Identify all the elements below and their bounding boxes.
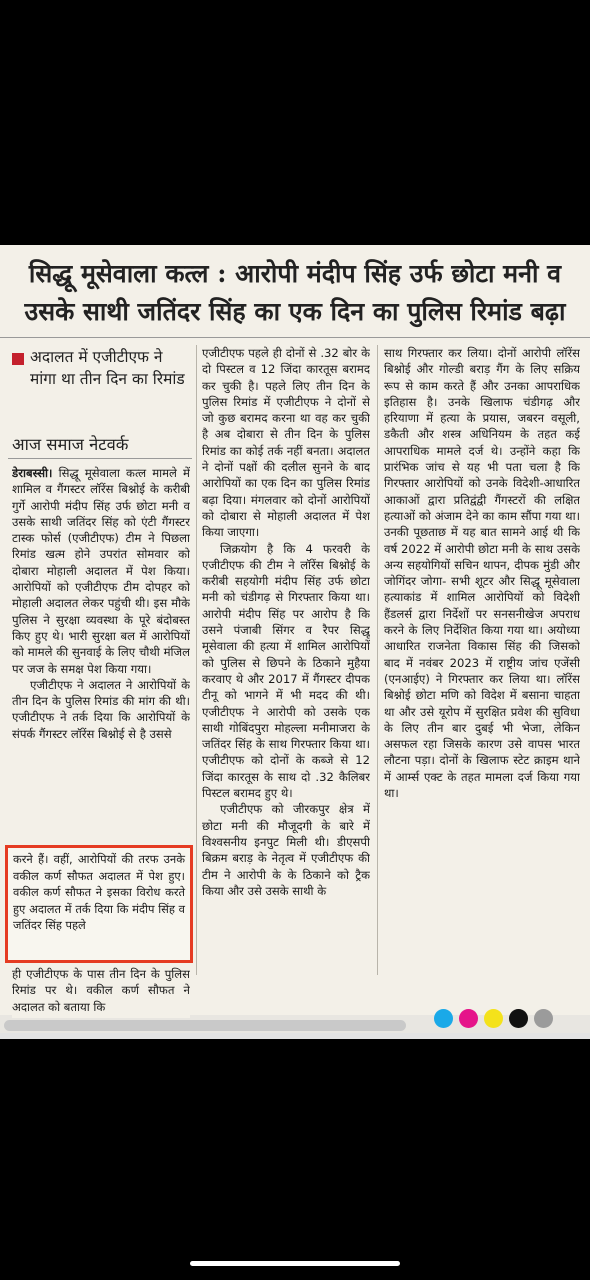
scrollbar-thumb[interactable]	[4, 1020, 406, 1031]
headline-line-2: उसके साथी जतिंदर सिंह का एक दिन का पुलिस रिमांड बढ़ा	[24, 297, 566, 326]
column-divider	[196, 345, 197, 975]
paragraph: एजीटीएफ ने अदालत ने आरोपियों के तीन दिन के पुलिस रिमांड की मांग की थी। एजीटीएफ ने तर्क दिया कि आरोपियों के संपर्क गैंगस्टर लॉरेंस बिश्नोई से है उससे	[12, 677, 190, 741]
gray-swatch-icon	[534, 1009, 553, 1028]
image-bottom-edge	[0, 1033, 590, 1039]
headline	[8, 255, 582, 331]
headline-line-1: सिद्धू मूसेवाला कत्ल : आरोपी मंदीप सिंह उर्फ छोटा मनी व	[28, 259, 562, 288]
paragraph: जिक्रयोग है कि 4 फरवरी के एजीटीएफ की टीम ने लॉरेंस बिश्नोई के करीबी सहयोगी मंदीप सिंह उर्फ छोटा मनी को चंडीगढ़ से गिरफ्तार किया था। आरोपी मंदीप सिंह पर आरोप है कि उसने पंजाबी सिंगर व रैपर सिद्धू मूसेवाला की हत्या में शामिल आरोपियों को पुलिस से छिपने के ठिकाने मुहैया करवाए थे और 2017 में गैंगस्टर दीपक टीनू को भागने में भी मदद की थी। एजीटीएफ ने आरोपी को उसके एक साथी गोबिंदपुरा मोहल्ला मनीमाजरा के जतिंदर सिंह के साथ गिरफ्तार किया था। एजीटीएफ को दोनों के कब्जे से 12 जिंदा कारतूस के साथ दो .32 कैलिबर पिस्टल बरामद हुए थे।	[202, 541, 370, 801]
article-column-2	[202, 345, 370, 1013]
kicker-bullet	[12, 353, 24, 365]
yellow-swatch-icon	[484, 1009, 503, 1028]
kicker-text: अदालत में एजीटीएफ ने मांगा था तीन दिन का रिमांड	[30, 348, 185, 388]
column-divider	[377, 345, 378, 975]
highlighted-excerpt: करने हैं। वहीं, आरोपियों की तरफ उनके वकील कर्ण सौफत अदालत में पेश हुए। वकील कर्ण सौफत ने इसका विरोध करते हुए अदालत में तर्क दिया कि मंदीप सिंह व जतिंदर सिंह पहले	[5, 845, 193, 963]
headline-divider	[0, 337, 590, 338]
dateline: डेराबस्सी।	[12, 466, 53, 480]
black-swatch-icon	[509, 1009, 528, 1028]
byline-divider	[8, 458, 192, 459]
column-1-continuation: ही एजीटीएफ के पास तीन दिन के पुलिस रिमांड पर थे। वकील कर्ण सौफत ने अदालत को बताया कि	[12, 966, 190, 1018]
magenta-swatch-icon	[459, 1009, 478, 1028]
article-column-3	[384, 345, 580, 1013]
paragraph-text: सिद्धू मूसेवाला कत्ल मामले में शामिल व गैंगस्टर लॉरेंस बिश्नोई के करीबी गुर्गे आरोपी मंदीप सिंह उर्फ छोटा मनी व उसके साथी जतिंदर सिंह को एंटी गैंगस्टर टास्क फोर्स (एजीटीएफ) टीम ने पिछला रिमांड खत्म होने उपरांत सोमवार को दोबारा मोहाली अदालत में पेश किया। आरोपियों को एजीटीएफ टीम दोपहर को मोहाली अदालत लेकर पहुंची थी। इस मौके पुलिस ने सुरक्षा व्यवस्था के पूरे बंदोबस्त किए हुए थे। भारी सुरक्षा बल में आरोपियों को मामले की सुनवाई के लिए चौथी मंजिल पर जज के समक्ष पेश किया गया।	[12, 466, 190, 676]
byline: आज समाज नेटवर्क	[12, 435, 129, 454]
cyan-swatch-icon	[434, 1009, 453, 1028]
paragraph: एजीटीएफ को जीरकपुर क्षेत्र में छोटा मनी की मौजूदगी के बारे में विश्वसनीय इनपुट मिली थी। डीएसपी बिक्रम बराड़ के नेतृत्व में एजीटीएफ की टीम ने आरोपी के के ठिकाने को ट्रैक किया और उसे उसके साथी के	[202, 802, 370, 898]
paragraph: साथ गिरफ्तार कर लिया। दोनों आरोपी लॉरेंस बिश्नोई और गोल्डी बराड़ गैंग के लिए सक्रिय रूप से काम करते हैं और उनका आपराधिक इतिहास है। उनके खिलाफ चंडीगढ़ और हरियाणा में हत्या के प्रयास, जबरन वसूली, डकैती और शस्त्र अधिनियम के तहत कई आपराधिक मामले दर्ज थे। उन्होंने कहा कि प्रारंभिक जांच से यह भी पता चला है कि गिरफ्तार आरोपियों को उनके विदेशी-आधारित आकाओं द्वारा प्रतिद्वंद्वी गैंगस्टरों की लक्षित हत्याओं को अंजाम देने का काम सौंपा गया था। उनकी पूछताछ में यह बात सामने आई थी कि वर्ष 2022 में आरोपी छोटा मनी के साथ उसके अन्य सहयोगियों सचिन थापन, दीपक मुंडी और जोगिंदर जोगा- सभी शूटर और सिद्धू मूसेवाला हत्याकांड में शामिल आरोपियों को विदेशी हैंडलर्स द्वारा निर्देशों पर सनसनीखेज अपराध करने के लिए निर्देशित किया गया था। अयोध्या आधारित राजनेता विकास सिंह की जिसको बाद में नवंबर 2023 में राष्ट्रीय जांच एजेंसी (एनआईए) ने गिरफ्तार कर लिया था। लॉरेंस बिश्नोई छोटा मणि को विदेश में बसाना चाहता था और उसे यूरोप में सुरक्षित प्रवेश की सुविधा के लिए तीन बार दुबई भी भेजा, लेकिन असफल रहा जिसके कारण उसे वापस भारत लौटना पड़ा। दोनों के खिलाफ स्टेट क्राइम थाने में आर्म्स एक्ट के तहत मामला दर्ज किया गया था।	[384, 346, 580, 801]
paragraph: एजीटीएफ पहले ही दोनों से .32 बोर के दो पिस्टल व 12 जिंदा कारतूस बरामद कर चुकी है। पहले लिए तीन दिन के पुलिस रिमांड में एजीटीएफ ने दोनों से जो कुछ बरामद करना था वह कर चुकी है अब दोबारा से तीन दिन के पुलिस रिमांड का कोई तर्क नहीं बनता। अदालत ने दोनों पक्षों की दलील सुनने के बाद आरोपियों का एक दिन का पुलिस रिमांड बढ़ा दिया। मंगलवार को दोनों आरोपियों को दोबारा से मोहाली अदालत में पेश किया जाएगा।	[202, 346, 370, 540]
home-indicator[interactable]	[190, 1261, 400, 1266]
lead-paragraph	[12, 465, 190, 677]
